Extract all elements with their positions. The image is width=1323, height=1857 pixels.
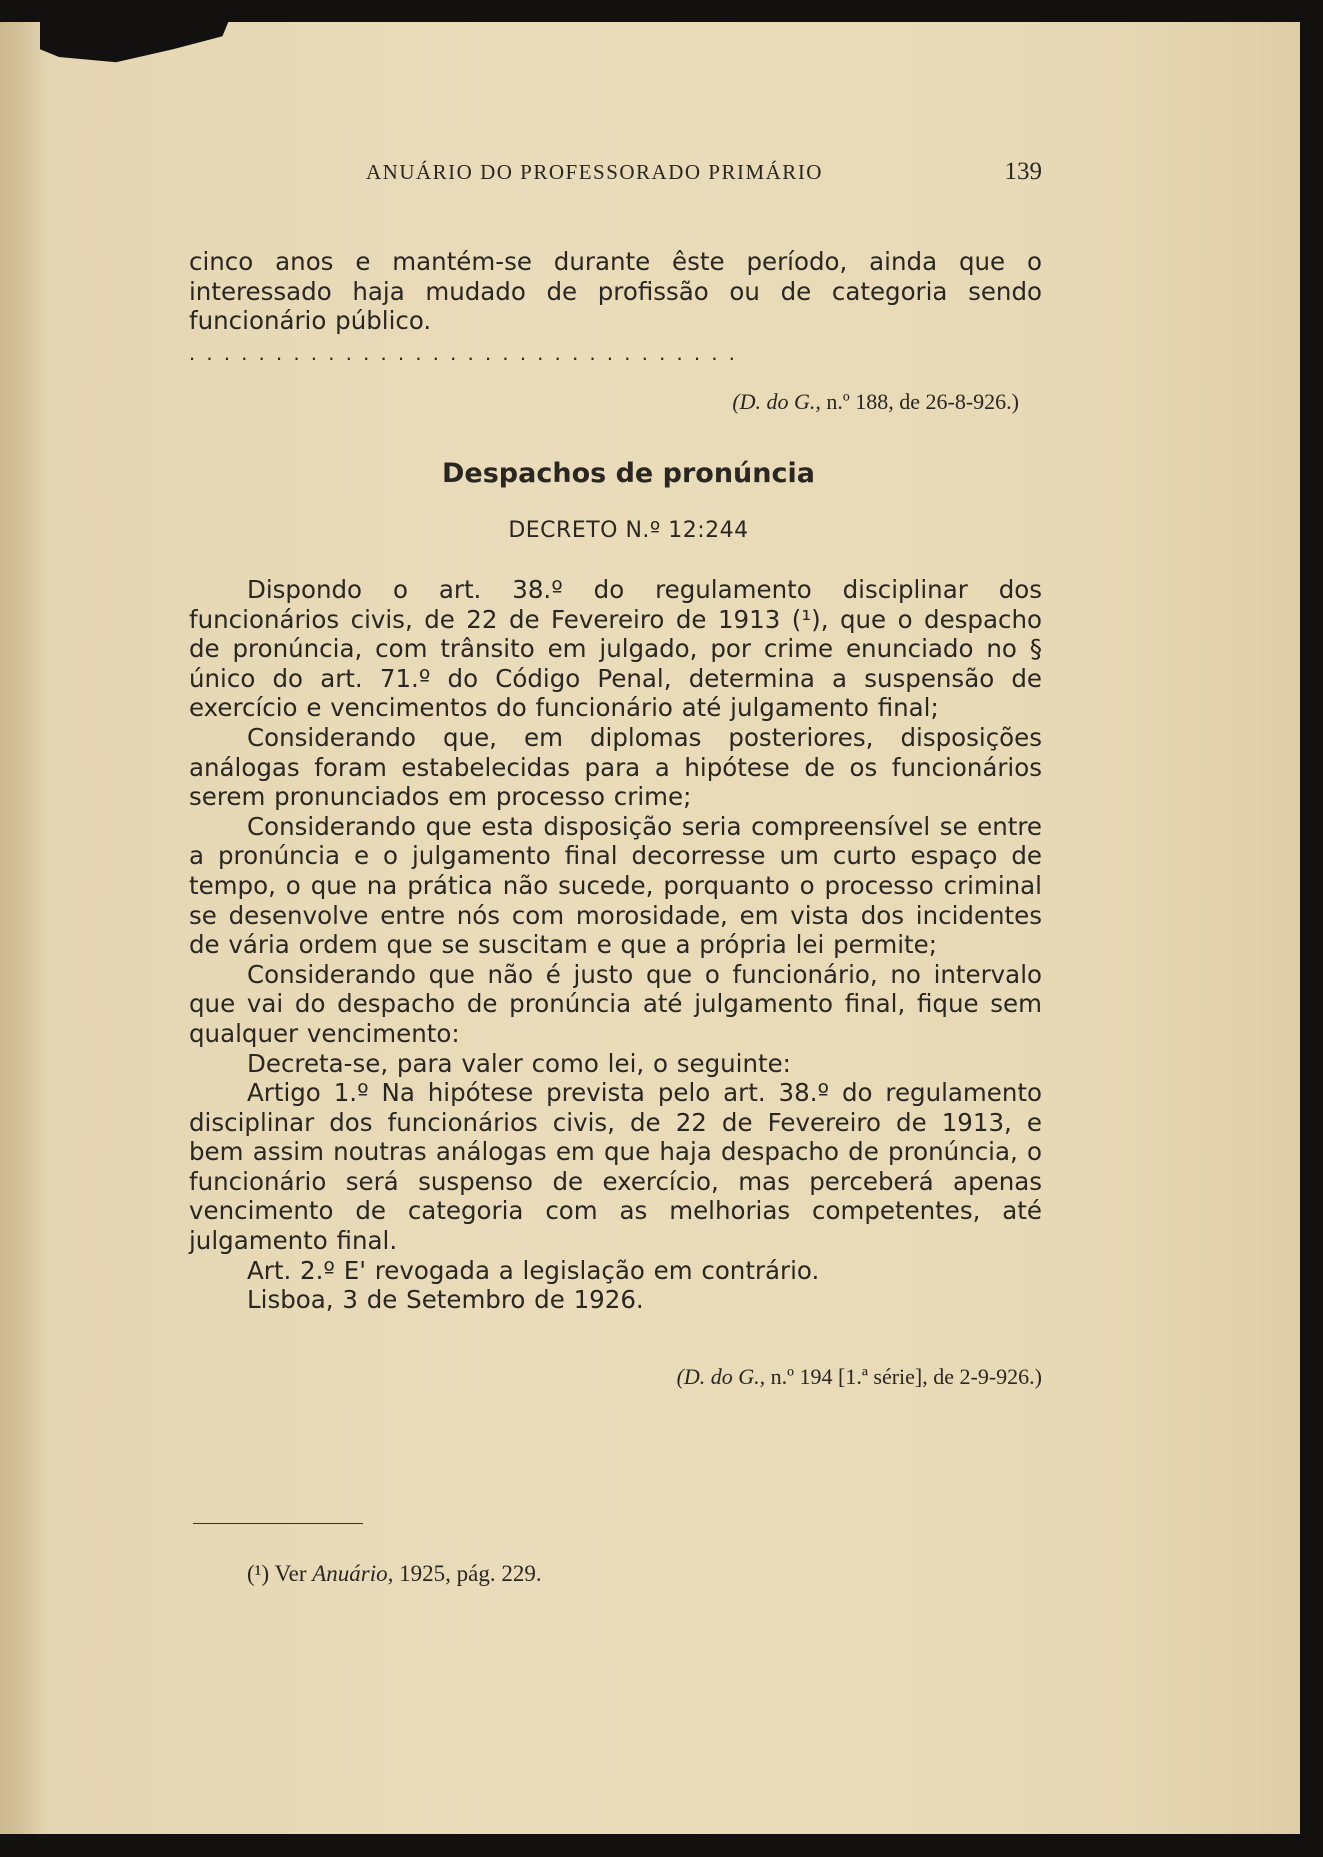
footnote-rule [193,1523,363,1524]
decree-number: DECRETO N.º 12:244 [508,518,749,543]
citation-first-source: (D. do G., [732,389,821,414]
paragraph: Considerando que não é justo que o funcionário, no intervalo que vai do despacho de pronúncia até julgamento final, fique sem qualquer vencimento: [189,959,1042,1048]
paragraph: Art. 2.º E' revogada a legislação em contrário. [247,1255,820,1285]
footnote-marker: (¹) [247,1561,270,1586]
decree-body [189,575,1042,1315]
citation-second-details: n.º 194 [1.ª série], de 2-9-926.) [770,1364,1042,1389]
citation-second-source: (D. do G., [676,1364,766,1389]
footnote-details: 1925, pág. 229. [399,1561,542,1586]
paragraph: Dispondo o art. 38.º do regulamento disciplinar dos funcionários civis, de 22 de Fevereiro de 1913 (¹), que o despacho de pronúncia, com trânsito em julgado, por crime enunciado no § único do art. 71.º do Código Penal, determina a suspensão de exercício e vencimentos do funcionário até julgamento final; [189,575,1042,723]
paragraph: Considerando que esta disposição seria compreensível se entre a pronúncia e o julgamento final decorresse um curto espaço de tempo, o que na prática não sucede, porquanto o processo criminal se desenvolve entre nós com morosidade, em vista dos incidentes de vária ordem que se suscitam e que a própria lei permite; [189,811,1042,960]
page-shadow [0,22,48,1834]
footnote [247,1561,542,1587]
header-title: ANUÁRIO DO PROFESSORADO PRIMÁRIO [366,160,823,184]
running-header [189,160,1042,190]
footnote-work: Anuário, [312,1561,394,1586]
paragraph: Artigo 1.º Na hipótese prevista pelo art. 38.º do regulamento disciplinar dos funcionários civis, de 22 de Fevereiro de 1913, e bem assim noutras análogas em que haja despacho de pronúncia, o funcionário será suspenso de exercício, mas perceberá apenas vencimento de categoria com as melhorias competentes, até julgamento final. [189,1078,1042,1256]
paragraph: Decreta-se, para valer como lei, o seguinte: [247,1048,791,1078]
footnote-prefix: Ver [274,1561,307,1586]
citation-first [732,389,1019,415]
ellipsis-row: ................................ [189,340,747,360]
paragraph: Considerando que, em diplomas posteriores, disposições análogas foram estabelecidas para a hipótese de os funcionários serem pronunciados em processo crime; [189,722,1042,812]
section-title: Despachos de pronúncia [442,458,815,489]
citation-second [677,1364,1042,1390]
continuation-paragraph: cinco anos e mantém-se durante êste período, ainda que o interessado haja mudado de profissão ou de categoria sendo funcionário público. [189,247,1042,336]
paragraph: Lisboa, 3 de Setembro de 1926. [247,1285,644,1315]
page-number: 139 [1004,158,1042,185]
citation-first-details: n.º 188, de 26-8-926.) [826,389,1019,414]
